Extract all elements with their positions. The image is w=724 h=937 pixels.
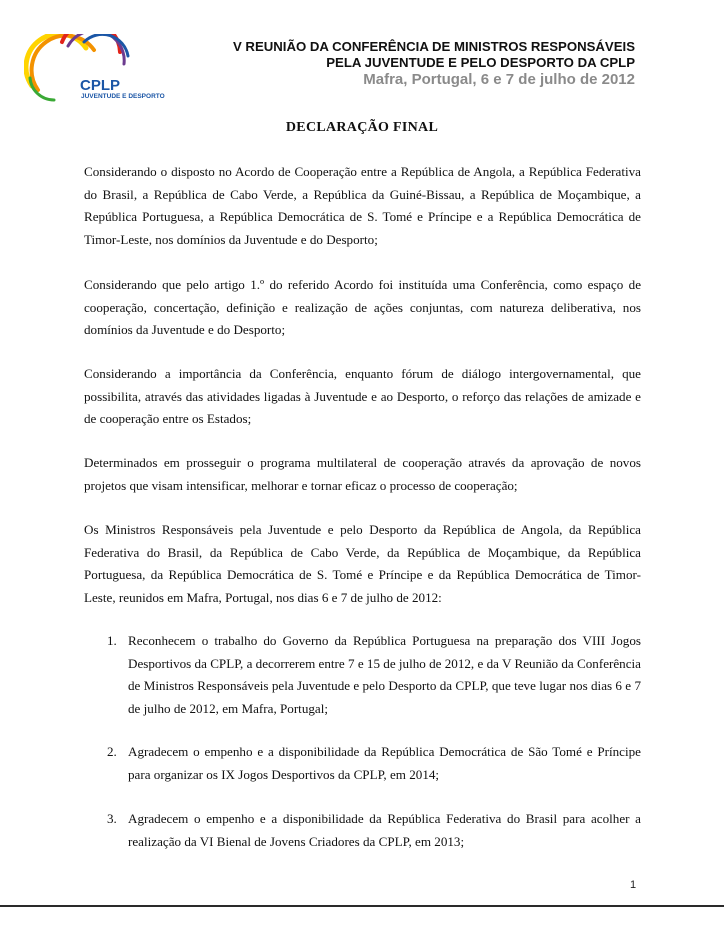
logo-name: CPLP [80,77,121,94]
paragraph-text: Os Ministros Responsáveis pela Juventude e pelo Desporto da República de Angola, da República Federativa do Brasil, da República de Cabo Verde, da República de Moçambique, da República Portuguesa, da República Democrática de S. Tomé e Príncipe e da República Democrática de Timor-Leste, reunidos em Mafra, Portugal, nos dias 6 e 7 de julho de 2012: [84,522,641,605]
logo-subtitle: JUVENTUDE E DESPORTO [81,93,165,100]
header-line-2: PELA JUVENTUDE E PELO DESPORTO DA CPLP [326,55,635,70]
paragraph-text: Determinados em prosseguir o programa multilateral de cooperação através da aprovação de novos projetos que visam intensificar, melhorar e tornar eficaz o processo de cooperação; [84,455,641,493]
paragraph-text: Considerando que pelo artigo 1.º do referido Acordo foi instituída uma Conferência, como espaço de cooperação, concertação, definição e realização de ações conjuntas, com natureza deliberativa, nos domínios da Juventude e do Desporto; [84,277,641,338]
list-item-text: Agradecem o empenho e a disponibilidade da República Democrática de São Tomé e Príncipe para organizar os IX Jogos Desportivos da CPLP, em 2014; [128,744,641,782]
list-item-number: 3. [107,811,117,826]
list-item-number: 2. [107,744,117,759]
list-item-text: Reconhecem o trabalho do Governo da República Portuguesa na preparação dos VIII Jogos Desportivos da CPLP, a decorrerem entre 7 e 15 de julho de 2012, e da V Reunião da Conferência de Ministros Responsáveis pela Juventude e pelo Desporto da CPLP, que teve lugar nos dias 6 e 7 de julho de 2012, em Mafra, Portugal; [128,633,641,716]
header-location-date: Mafra, Portugal, 6 e 7 de julho de 2012 [363,71,635,88]
document-header [233,39,635,89]
paragraph-text: Considerando a importância da Conferência, enquanto fórum de diálogo intergovernamental, que possibilita, através das atividades ligadas à Juventude e ao Desporto, o reforço das relações de amizade e de cooperação entre os Estados; [84,366,641,427]
list-item-number: 1. [107,633,117,648]
list-item [107,630,641,720]
paragraph [84,452,641,497]
paragraph [84,519,641,609]
list-item-text: Agradecem o empenho e a disponibilidade da República Federativa do Brasil para acolher a realização da VI Bienal de Jovens Criadores da CPLP, em 2013; [128,811,641,849]
list-item [107,741,641,786]
page-number: 1 [630,879,637,891]
paragraph [84,161,641,251]
paragraph [84,363,641,431]
document-title: DECLARAÇÃO FINAL [285,120,439,135]
paragraph [84,274,641,342]
viewer-background [0,907,724,937]
cplp-logo [24,34,204,104]
list-item [107,808,641,853]
header-line-1: V REUNIÃO DA CONFERÊNCIA DE MINISTROS RESPONSÁVEIS [232,39,635,54]
paragraph-text: Considerando o disposto no Acordo de Cooperação entre a República de Angola, a República Federativa do Brasil, a República de Cabo Verde, a República da Guiné-Bissau, a República de Moçambique, a República Portuguesa, a República Democrática de S. Tomé e Príncipe e a República Democrática de Timor-Leste, nos domínios da Juventude e do Desporto; [84,164,641,247]
